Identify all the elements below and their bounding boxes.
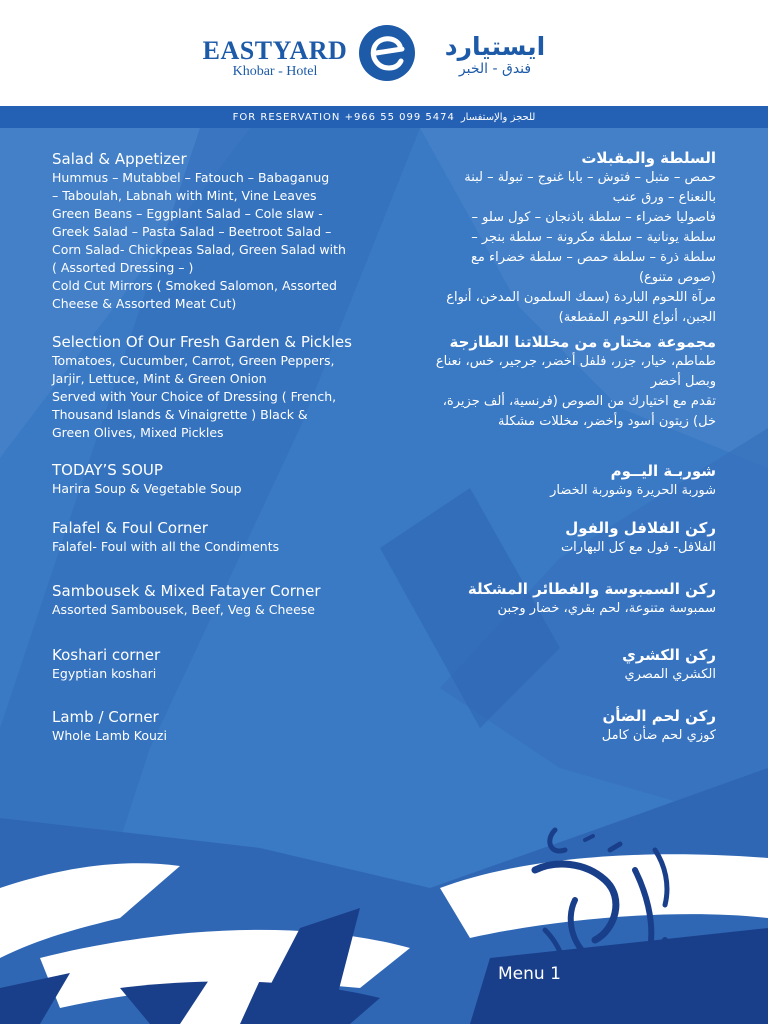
section-garden-pickles	[52, 333, 372, 442]
section-title: ركن السمبوسة والفطائر المشكلة	[467, 580, 716, 598]
line: تقدم مع اختيارك من الصوص (فرنسية، ألف جزيرة،	[442, 394, 716, 409]
section-falafel-foul	[52, 519, 372, 556]
section-title: ركن الفلافل والفول	[565, 519, 716, 537]
section-title: ركن لحم الضأن	[602, 707, 716, 725]
section-title: مجموعة مختارة من مخللاتنا الطازجة	[449, 333, 716, 351]
line: مرآة اللحوم الباردة (سمك السلمون المدخن، أنواع	[446, 290, 716, 305]
line: Cheese & Assorted Meat Cut)	[52, 296, 237, 311]
section-koshari-ar	[396, 645, 716, 685]
line: Green Beans – Eggplant Salad – Cole slaw -	[52, 206, 323, 221]
brand-arabic	[420, 32, 570, 77]
line: Served with Your Choice of Dressing ( French,	[52, 389, 337, 404]
section-lamb	[52, 708, 372, 745]
section-soup	[52, 461, 372, 498]
brand-english	[200, 36, 350, 80]
line: سلطة ذرة – سلطة حمص – سلطة خضراء مع	[471, 250, 716, 265]
section-title: السلطة والمقبلات	[581, 149, 716, 167]
line: الكشري المصري	[624, 667, 716, 682]
line: خل) زيتون أسود وأخضر، مخللات مشكلة	[498, 414, 716, 429]
line: حمص – متبل – فتوش – بابا غنوج – تبولة – لبنة	[464, 170, 716, 185]
section-title: ركن الكشري	[622, 646, 716, 664]
line: Egyptian koshari	[52, 666, 157, 681]
line: – Taboulah, Labnah with Mint, Vine Leaves	[52, 188, 317, 203]
line: كوزي لحم ضأن كامل	[601, 728, 716, 743]
section-title: TODAY’S SOUP	[52, 461, 163, 479]
section-sambousek-ar	[396, 579, 716, 619]
menu-number-label: Menu 1	[498, 964, 561, 984]
eastyard-e-logo-icon	[356, 22, 418, 84]
line: Harira Soup & Vegetable Soup	[52, 481, 242, 496]
reservation-text: FOR RESERVATION +966 55 099 5474	[232, 111, 455, 123]
line: Cold Cut Mirrors ( Smoked Salomon, Assorted	[52, 278, 337, 293]
brand-sub-ar: فندق - الخبر	[458, 61, 532, 77]
line: شوربة الحريرة وشوربة الخضار	[550, 483, 716, 498]
line: Hummus – Mutabbel – Fatouch – Babaganug	[52, 170, 330, 185]
section-salad-appetizer-ar	[396, 148, 716, 328]
line: Green Olives, Mixed Pickles	[52, 425, 224, 440]
reservation-bar	[0, 106, 768, 128]
line: سمبوسة متنوعة، لحم بقري، خضار وجبن	[497, 601, 716, 616]
section-garden-pickles-ar	[396, 332, 716, 432]
line: ( Assorted Dressing – )	[52, 260, 194, 275]
reservation-text-ar: للحجز والإستفسار	[460, 111, 536, 123]
section-koshari	[52, 646, 372, 683]
line: Whole Lamb Kouzi	[52, 728, 167, 743]
section-salad-appetizer	[52, 150, 372, 313]
line: Assorted Sambousek, Beef, Veg & Cheese	[52, 602, 315, 617]
line: Thousand Islands & Vinaigrette ) Black &	[52, 407, 308, 422]
line: Corn Salad- Chickpeas Salad, Green Salad with	[52, 242, 346, 257]
header	[0, 0, 768, 106]
brand-name-ar: ايستيارد	[444, 32, 546, 61]
section-soup-ar	[396, 461, 716, 501]
section-falafel-foul-ar	[396, 518, 716, 558]
line: (صوص متنوع)	[638, 270, 716, 285]
section-title: Salad & Appetizer	[52, 150, 187, 168]
line: Greek Salad – Pasta Salad – Beetroot Salad –	[52, 224, 332, 239]
section-title: Falafel & Foul Corner	[52, 519, 208, 537]
section-sambousek	[52, 582, 372, 619]
line: وبصل أخضر	[650, 374, 716, 389]
line: سلطة يونانية – سلطة مكرونة – سلطة بنجر –	[471, 230, 716, 245]
line: بالنعناع – ورق عنب	[612, 190, 716, 205]
line: Jarjir, Lettuce, Mint & Green Onion	[52, 371, 267, 386]
section-title: Selection Of Our Fresh Garden & Pickles	[52, 333, 352, 351]
line: Tomatoes, Cucumber, Carrot, Green Peppers,	[52, 353, 335, 368]
section-title: Koshari corner	[52, 646, 161, 664]
section-title: شوربـة اليــوم	[610, 462, 716, 480]
line: الفلافل- فول مع كل البهارات	[560, 540, 716, 555]
brand-sub-en: Khobar - Hotel	[232, 64, 318, 79]
line: الجبن، أنواع اللحوم المقطعة)	[558, 310, 716, 325]
section-lamb-ar	[396, 706, 716, 746]
section-title: Lamb / Corner	[52, 708, 159, 726]
line: Falafel- Foul with all the Condiments	[52, 539, 280, 554]
brand-name-en: EASTYARD	[202, 36, 348, 65]
section-title: Sambousek & Mixed Fatayer Corner	[52, 582, 321, 600]
line: فاصوليا خضراء – سلطة باذنجان – كول سلو –	[471, 210, 716, 225]
line: طماطم، خيار، جزر، فلفل أخضر، جرجير، خس، نعناع	[435, 354, 716, 369]
